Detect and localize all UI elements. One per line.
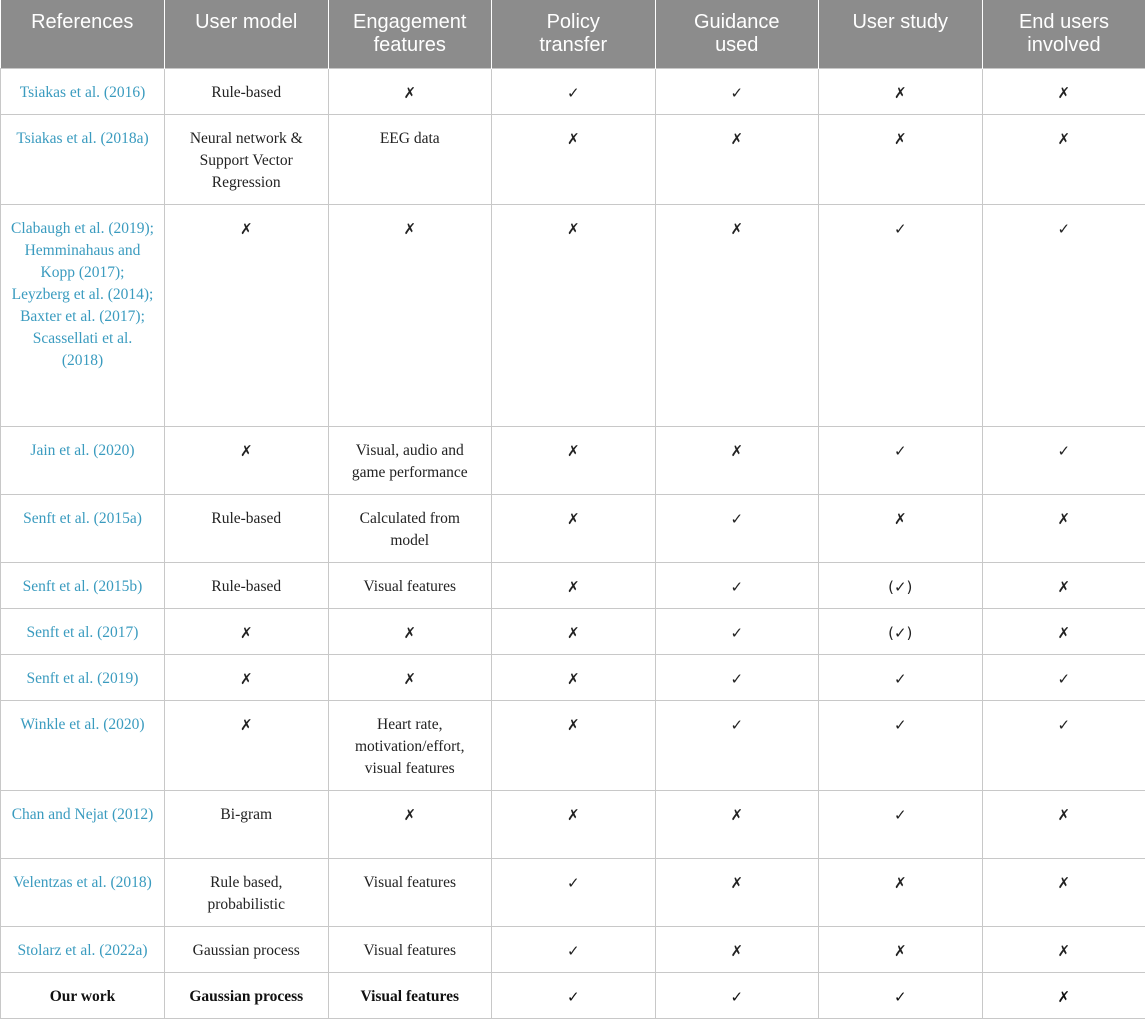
engagement-features-cell: ✗ — [328, 69, 492, 115]
ref-cell: Our work — [1, 973, 165, 1019]
user-model-cell: Bi-gram — [165, 791, 329, 859]
end-users-cell: ✗ — [982, 927, 1145, 973]
policy-transfer-cell: ✗ — [492, 563, 656, 609]
end-users-cell: ✓ — [982, 205, 1145, 427]
user-model-cell: ✗ — [165, 205, 329, 427]
policy-transfer-cell: ✗ — [492, 495, 656, 563]
guidance-used-cell: ✗ — [655, 427, 819, 495]
ref-cell: Senft et al. (2019) — [1, 655, 165, 701]
engagement-features-cell: ✗ — [328, 609, 492, 655]
engagement-features-cell: ✗ — [328, 655, 492, 701]
table-row — [1, 427, 1145, 495]
policy-transfer-cell: ✓ — [492, 69, 656, 115]
table-row — [1, 655, 1145, 701]
engagement-features-cell: ✗ — [328, 205, 492, 427]
engagement-features-cell: Visual features — [328, 973, 492, 1019]
policy-transfer-cell: ✗ — [492, 115, 656, 205]
table-row — [1, 609, 1145, 655]
ref-cell: Jain et al. (2020) — [1, 427, 165, 495]
header-end-users-involved: End users involved — [982, 0, 1145, 69]
ref-cell: Clabaugh et al. (2019); Hemminahaus and Kopp (2017); Leyzberg et al. (2014); Baxter et al. (2017); Scassellati et al. (2018) — [1, 205, 165, 427]
table-row — [1, 701, 1145, 791]
user-study-cell: (✓) — [819, 563, 983, 609]
guidance-used-cell: ✓ — [655, 973, 819, 1019]
engagement-features-cell: Visual features — [328, 563, 492, 609]
engagement-features-cell: Visual, audio and game performance — [328, 427, 492, 495]
table-row — [1, 973, 1145, 1019]
ref-cell: Senft et al. (2015b) — [1, 563, 165, 609]
user-model-cell: Rule-based — [165, 563, 329, 609]
engagement-features-cell: ✗ — [328, 791, 492, 859]
header-policy-transfer: Policy transfer — [492, 0, 656, 69]
ref-cell: Tsiakas et al. (2018a) — [1, 115, 165, 205]
user-study-cell: ✗ — [819, 927, 983, 973]
end-users-cell: ✗ — [982, 791, 1145, 859]
engagement-features-cell: EEG data — [328, 115, 492, 205]
user-study-cell: ✓ — [819, 973, 983, 1019]
user-model-cell: ✗ — [165, 655, 329, 701]
table-header — [1, 0, 1145, 69]
end-users-cell: ✗ — [982, 973, 1145, 1019]
ref-cell: Chan and Nejat (2012) — [1, 791, 165, 859]
policy-transfer-cell: ✗ — [492, 427, 656, 495]
guidance-used-cell: ✗ — [655, 205, 819, 427]
end-users-cell: ✗ — [982, 69, 1145, 115]
user-study-cell: (✓) — [819, 609, 983, 655]
engagement-features-cell: Visual features — [328, 859, 492, 927]
end-users-cell: ✗ — [982, 495, 1145, 563]
user-study-cell: ✓ — [819, 205, 983, 427]
guidance-used-cell: ✓ — [655, 655, 819, 701]
guidance-used-cell: ✗ — [655, 791, 819, 859]
policy-transfer-cell: ✓ — [492, 927, 656, 973]
policy-transfer-cell: ✓ — [492, 859, 656, 927]
user-model-cell: ✗ — [165, 427, 329, 495]
guidance-used-cell: ✗ — [655, 115, 819, 205]
user-study-cell: ✗ — [819, 495, 983, 563]
end-users-cell: ✗ — [982, 563, 1145, 609]
user-model-cell: Gaussian process — [165, 927, 329, 973]
user-study-cell: ✗ — [819, 115, 983, 205]
user-study-cell: ✓ — [819, 791, 983, 859]
user-study-cell: ✓ — [819, 655, 983, 701]
user-model-cell: ✗ — [165, 609, 329, 655]
ref-cell: Tsiakas et al. (2016) — [1, 69, 165, 115]
user-model-cell: Gaussian process — [165, 973, 329, 1019]
end-users-cell: ✓ — [982, 655, 1145, 701]
user-model-cell: Neural network & Support Vector Regression — [165, 115, 329, 205]
end-users-cell: ✗ — [982, 609, 1145, 655]
policy-transfer-cell: ✗ — [492, 609, 656, 655]
policy-transfer-cell: ✗ — [492, 655, 656, 701]
user-study-cell: ✓ — [819, 701, 983, 791]
user-model-cell: Rule-based — [165, 495, 329, 563]
table-row — [1, 791, 1145, 859]
policy-transfer-cell: ✓ — [492, 973, 656, 1019]
table-row — [1, 859, 1145, 927]
policy-transfer-cell: ✗ — [492, 205, 656, 427]
header-engagement-features: Engagement features — [328, 0, 492, 69]
guidance-used-cell: ✓ — [655, 495, 819, 563]
guidance-used-cell: ✓ — [655, 701, 819, 791]
table-row — [1, 205, 1145, 427]
guidance-used-cell: ✓ — [655, 69, 819, 115]
guidance-used-cell: ✗ — [655, 927, 819, 973]
end-users-cell: ✓ — [982, 701, 1145, 791]
user-study-cell: ✓ — [819, 427, 983, 495]
guidance-used-cell: ✓ — [655, 609, 819, 655]
header-user-study: User study — [819, 0, 983, 69]
engagement-features-cell: Calculated from model — [328, 495, 492, 563]
engagement-features-cell: Visual features — [328, 927, 492, 973]
table-row — [1, 69, 1145, 115]
user-model-cell: Rule-based — [165, 69, 329, 115]
header-references: References — [1, 0, 165, 69]
guidance-used-cell: ✓ — [655, 563, 819, 609]
table-body — [1, 69, 1145, 1019]
user-model-cell: ✗ — [165, 701, 329, 791]
end-users-cell: ✓ — [982, 427, 1145, 495]
table-row — [1, 115, 1145, 205]
end-users-cell: ✗ — [982, 115, 1145, 205]
end-users-cell: ✗ — [982, 859, 1145, 927]
policy-transfer-cell: ✗ — [492, 701, 656, 791]
ref-cell: Velentzas et al. (2018) — [1, 859, 165, 927]
ref-cell: Senft et al. (2015a) — [1, 495, 165, 563]
policy-transfer-cell: ✗ — [492, 791, 656, 859]
header-user-model: User model — [165, 0, 329, 69]
user-model-cell: Rule based, probabilistic — [165, 859, 329, 927]
table-row — [1, 495, 1145, 563]
ref-cell: Stolarz et al. (2022a) — [1, 927, 165, 973]
user-study-cell: ✗ — [819, 859, 983, 927]
header-row — [1, 0, 1145, 69]
table-row — [1, 563, 1145, 609]
table-row — [1, 927, 1145, 973]
guidance-used-cell: ✗ — [655, 859, 819, 927]
user-study-cell: ✗ — [819, 69, 983, 115]
ref-cell: Winkle et al. (2020) — [1, 701, 165, 791]
header-guidance-used: Guidance used — [655, 0, 819, 69]
ref-cell: Senft et al. (2017) — [1, 609, 165, 655]
engagement-features-cell: Heart rate, motivation/effort, visual features — [328, 701, 492, 791]
